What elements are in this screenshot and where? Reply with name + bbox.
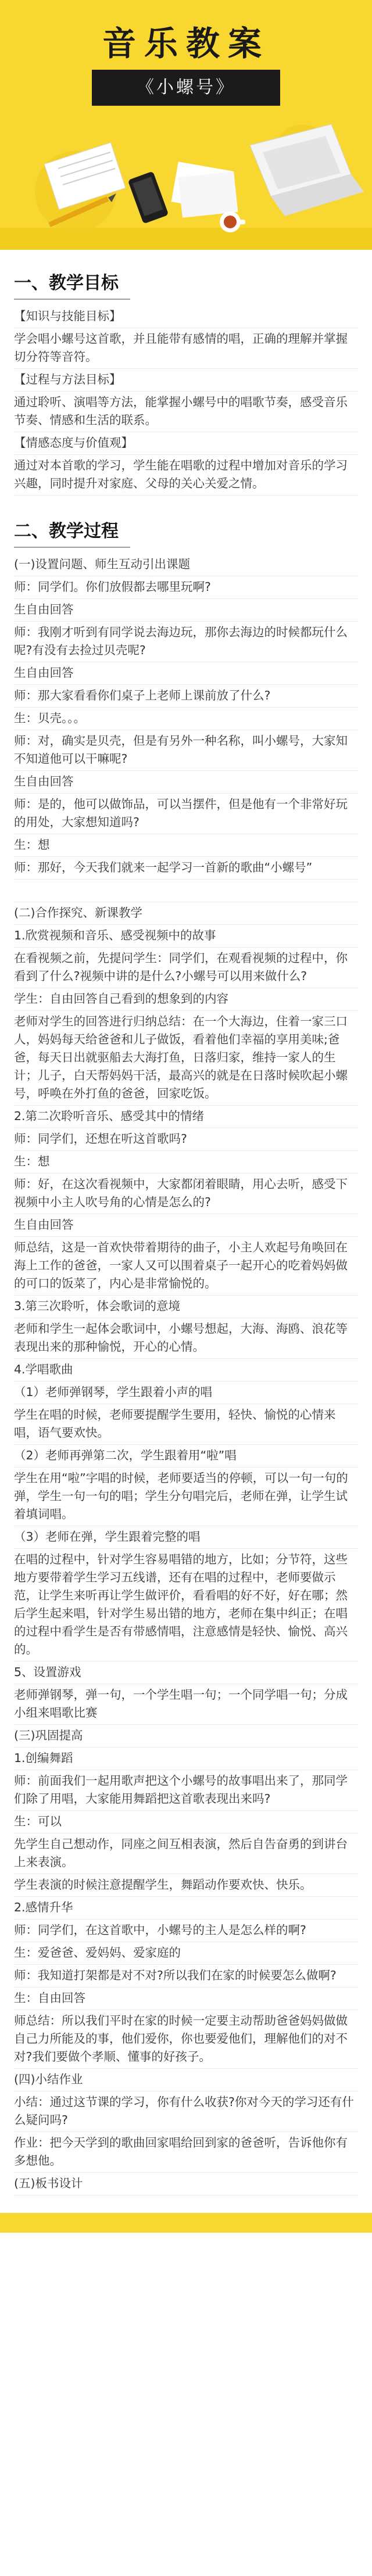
text-line: 师：那大家看看你们桌子上老师上课前放了什么? — [14, 685, 358, 708]
text-line: 师：那好，今天我们就来一起学习一首新的歌曲“小螺号” — [14, 857, 358, 880]
text-line: 老师弹钢琴，弹一句，一个学生唱一句；一个同学唱一句；分成小组来唱歌比赛 — [14, 1684, 358, 1725]
text-line — [14, 880, 358, 902]
text-line: 2.感情升华 — [14, 1897, 358, 1920]
phone-icon — [128, 171, 169, 224]
text-line: 师：我刚才听到有同学说去海边玩，那你去海边的时候都玩什么呢?有没有去捡过贝壳呢? — [14, 622, 358, 662]
lesson-subtitle: 《小螺号》 — [92, 70, 280, 106]
text-line: 生：想 — [14, 834, 358, 857]
text-line: (二)合作探究、新课教学 — [14, 902, 358, 925]
text-line: (四)小结作业 — [14, 2069, 358, 2091]
text-line: 学生表演的时候注意提醒学生，舞蹈动作要欢快、快乐。 — [14, 1874, 358, 1897]
text-line: 师：我知道打架都是对不对?所以我们在家的时候要怎么做啊? — [14, 1965, 358, 1987]
text-line: 生自由回答 — [14, 599, 358, 622]
text-line: 生：自由回答 — [14, 1987, 358, 2010]
text-line: 师：对，确实是贝壳，但是有另外一种名称，叫小螺号，大家知不知道他可以干嘛呢? — [14, 730, 358, 771]
laptop-icon — [250, 124, 364, 216]
text-line: 学生在唱的时候，老师要提醒学生要用，轻快、愉悦的心情来唱，语气要欢快。 — [14, 1404, 358, 1445]
text-line: 【过程与方法目标】 — [14, 369, 358, 392]
text-line: （2）老师再弹第二次，学生跟着用“啦”唱 — [14, 1445, 358, 1468]
footer-bar — [0, 2213, 372, 2233]
text-line: 3.第三次聆听，体会歌词的意境 — [14, 1296, 358, 1318]
text-line: (五)板书设计 — [14, 2173, 358, 2195]
text-line: 老师和学生一起体会歌词中，小螺号想起，大海、海鸥、浪花等表现出来的那种愉悦，开心的心情。 — [14, 1318, 358, 1359]
text-line: 小结：通过这节课的学习，你有什么收获?你对今天的学习还有什么疑问吗? — [14, 2091, 358, 2132]
text-line: 学生在用“啦”字唱的时候，老师要适当的停顿，可以一句一句的弹，学生一句一句的唱；学生分句唱完后，老师在弹，让学生试着填词唱。 — [14, 1468, 358, 1526]
text-line: 生自由回答 — [14, 1214, 358, 1237]
section-heading-process: 二、教学过程 — [14, 516, 358, 548]
process-list — [14, 554, 358, 2195]
text-line: 【知识与技能目标】 — [14, 306, 358, 328]
text-line: 2.第二次聆听音乐、感受其中的情绪 — [14, 1106, 358, 1128]
text-line: 通过聆听、演唱等方法，能掌握小螺号中的唱歌节奏，感受音乐节奏、情感和生活的联系。 — [14, 392, 358, 432]
section-heading-goals: 一、教学目标 — [14, 268, 358, 300]
text-line: 在看视频之前，先提问学生：同学们，在观看视频的过程中，你看到了什么?视频中讲的是什么?小螺号可以用来做什么? — [14, 948, 358, 988]
text-line: 生：可以 — [14, 1811, 358, 1834]
text-line: (一)设置问题、师生互动引出课题 — [14, 554, 358, 576]
text-line: (三)巩固提高 — [14, 1725, 358, 1748]
paper-stack-icon — [171, 162, 238, 218]
text-line: 4.学唱歌曲 — [14, 1359, 358, 1382]
text-line: 老师对学生的回答进行归纳总结：在一个大海边，住着一家三口人，妈妈每天给爸爸和儿子做饭，看着他们幸福的享用美味;爸爸，每天日出就驱船去大海打鱼，日落归家，维持一家人的生计；儿子，白天帮妈妈干活，最高兴的就是在日落时候吹起小螺号，呼唤在外打鱼的爸爸，回家吃饭。 — [14, 1011, 358, 1106]
text-line: 5、设置游戏 — [14, 1662, 358, 1684]
goals-list — [14, 306, 358, 496]
text-line: 作业：把今天学到的歌曲回家唱给回到家的爸爸听，告诉他你有多想他。 — [14, 2132, 358, 2173]
text-line: 师：好，在这次看视频中，大家都闭着眼睛，用心去听，感受下视频中小主人吹号角的心情是怎么的? — [14, 1174, 358, 1214]
text-line: 先学生自己想动作，同座之间互相表演，然后自告奋勇的到讲台上来表演。 — [14, 1834, 358, 1874]
desk-edge — [0, 228, 372, 250]
text-line: 师：同学们，还想在听这首歌吗? — [14, 1128, 358, 1151]
text-line: （3）老师在弹，学生跟着完整的唱 — [14, 1526, 358, 1549]
text-line: （1）老师弹钢琴，学生跟着小声的唱 — [14, 1382, 358, 1404]
text-line: 师：同学们，在这首歌中，小螺号的主人是怎么样的啊? — [14, 1920, 358, 1942]
text-line: 学会唱小螺号这首歌，并且能带有感情的唱，正确的理解并掌握切分符等音符。 — [14, 328, 358, 369]
text-line: 通过对本首歌的学习，学生能在唱歌的过程中增加对音乐的学习兴趣，同时提升对家庭、父母的关心关爱之情。 — [14, 455, 358, 496]
text-line: 生：爱爸爸、爱妈妈、爱家庭的 — [14, 1942, 358, 1965]
text-line: 1.欣赏视频和音乐、感受视频中的故事 — [14, 925, 358, 948]
text-line: 生：想 — [14, 1151, 358, 1174]
header-banner — [0, 0, 372, 250]
lesson-content — [0, 250, 372, 2213]
text-line: 学生：自由回答自己看到的想象到的内容 — [14, 988, 358, 1011]
text-line: 生自由回答 — [14, 662, 358, 685]
text-line: 生自由回答 — [14, 771, 358, 794]
text-line: 师：是的，他可以做饰品，可以当摆件，但是他有一个非常好玩的用处，大家想知道吗? — [14, 794, 358, 834]
text-line: 【情感态度与价值观】 — [14, 432, 358, 455]
text-line: 师：前面我们一起用歌声把这个小螺号的故事唱出来了，那同学们除了用唱，大家能用舞蹈把这首歌表现出来吗? — [14, 1770, 358, 1811]
page-title: 音乐教案 — [102, 24, 270, 63]
text-line: 1.创编舞蹈 — [14, 1748, 358, 1770]
text-line: 生：贝壳。。。 — [14, 708, 358, 730]
text-line: 师总结：所以我们平时在家的时候一定要主动帮助爸爸妈妈做做自己力所能及的事，他们爱你，你也要爱他们，理解他们的对不对?我们要做个孝顺、懂事的好孩子。 — [14, 2010, 358, 2069]
text-line: 师总结，这是一首欢快带着期待的曲子，小主人欢起号角唤回在海上工作的爸爸，一家人又可以围着桌子一起开心的吃着妈妈做的可口的饭菜了，内心是非常愉悦的。 — [14, 1237, 358, 1296]
text-line: 在唱的过程中，针对学生容易唱错的地方，比如；分节符，这些地方要带着学生学习五线谱，还有在唱的过程中，老师要做示范，让学生来听再让学生做评价，看看唱的好不好，好在哪；然后学生起来唱，针对学生易出错的地方，老师在集中纠正；在唱的过程中看学生是否有带感情唱，注意感情是轻快、愉悦、高兴的。 — [14, 1549, 358, 1662]
text-line: 师：同学们。你们放假都去哪里玩啊? — [14, 576, 358, 599]
